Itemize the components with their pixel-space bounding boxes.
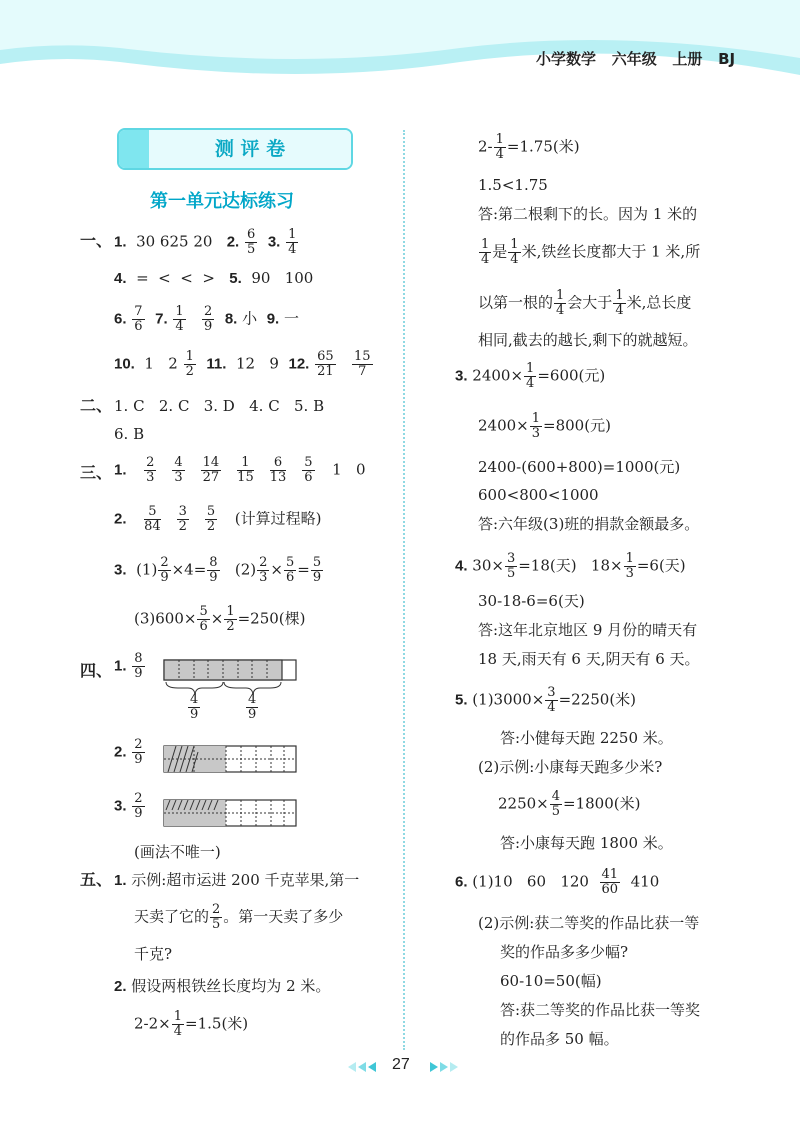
fraction: $\frac{2}{9}$: [134, 737, 143, 767]
q1-7-num: 7.: [155, 310, 168, 328]
r-q6-l3: 奖的作品多多少幅?: [500, 943, 629, 961]
r-q3-l4: 600<800<1000: [478, 486, 599, 504]
q3-1-tail: 1 0: [332, 460, 366, 479]
r-q5-l4a: 2250×: [498, 794, 549, 813]
s4-d3-label: [114, 792, 146, 821]
fraction: $\frac{6}{5}$: [247, 227, 256, 257]
fraction: $\frac{1}{2}$: [226, 604, 235, 634]
q5-1-num: 1.: [114, 872, 127, 889]
q3-3-p1a: (1): [136, 560, 158, 579]
q3-3-p3b: ×: [210, 609, 224, 628]
fraction: $\frac{3}{2}$: [178, 504, 187, 534]
q3-1-num: 1.: [114, 461, 127, 479]
brace1-fraction: 4 9: [190, 692, 199, 722]
fraction: $\frac{1}{4}$: [481, 237, 490, 267]
header-volume: 上册: [672, 50, 703, 68]
fraction: $\frac{1}{4}$: [526, 361, 535, 391]
r-q5-num: 5.: [455, 691, 468, 709]
fraction: $\frac{4}{5}$: [551, 789, 561, 819]
r-q4-l1a: 30×: [472, 556, 504, 575]
fraction: $\frac{8}{9}$: [209, 555, 218, 585]
fraction: $\frac{1}{3}$: [625, 551, 634, 581]
r-q5-l1: [455, 686, 636, 715]
q3-3-num: 3.: [114, 561, 127, 579]
fraction: $\frac{14}{27}$: [202, 455, 220, 485]
r-q6-l5: 答:获二等奖的作品比获一等奖: [500, 1001, 701, 1019]
fraction: $\frac{5}{84}$: [144, 504, 161, 534]
fraction: $\frac{1}{3}$: [531, 411, 541, 441]
page-arrows-left-icon: [346, 1060, 386, 1074]
q5-1-line2b: 。第一天卖了多少: [223, 907, 344, 926]
diagram-1: [160, 658, 300, 726]
fraction: $\frac{3}{5}$: [506, 551, 516, 581]
r-c5: [478, 289, 691, 318]
header-grade: 六年级: [611, 50, 657, 68]
r-q3-l2: [478, 412, 611, 441]
r-q3-l1b: =600(元): [537, 366, 606, 385]
fraction: $\frac{1}{2}$: [185, 349, 194, 379]
r-q3-l3: 2400-(600+800)=1000(元): [478, 458, 681, 476]
r-c3: 答:第二根剩下的长。因为 1 米的: [478, 205, 698, 223]
r-c4: [478, 238, 700, 267]
s2-row1: 1. C 2. C 3. D 4. C 5. B: [114, 397, 325, 415]
s3-row2: [114, 505, 321, 534]
q1-9-ans: 一: [284, 309, 300, 328]
r-q5-l2: 答:小健每天跑 2250 米。: [500, 729, 673, 747]
title-box: [117, 128, 353, 170]
r-q6-num: 6.: [455, 873, 468, 891]
s2-row2: 6. B: [114, 425, 145, 443]
s3-row1: [114, 456, 366, 485]
fraction: $\frac{3}{4}$: [547, 685, 556, 715]
fraction: $\frac{65}{21}$: [317, 349, 334, 379]
q1-1-ans: 30 625 20: [136, 232, 213, 251]
fraction: $\frac{1}{4}$: [556, 288, 565, 318]
s3-row4: [134, 605, 306, 634]
q1-3-num: 3.: [267, 233, 281, 251]
fraction: $\frac{2}{5}$: [212, 902, 221, 932]
s4-d1-label: [114, 652, 146, 681]
fraction: $\frac{2}{9}$: [160, 555, 169, 585]
r-q6-l1a: (1)10 60 120: [472, 872, 589, 891]
r-q3-l2a: 2400×: [478, 416, 529, 435]
fraction: $\frac{1}{4}$: [175, 304, 184, 334]
r-q4-l3: 答:这年北京地区 9 月份的晴天有: [478, 621, 698, 639]
fraction: $\frac{5}{6}$: [199, 604, 208, 634]
q5-1-line1: 示例:超市运进 200 千克苹果,第一: [131, 871, 360, 889]
q1-9-num: 9.: [266, 310, 280, 328]
fraction: $\frac{1}{4}$: [288, 227, 297, 257]
q4-1-num: 1.: [114, 657, 127, 675]
r-q4-l4: 18 天,雨天有 6 天,阴天有 6 天。: [478, 650, 700, 668]
r-q5-l1b: =2250(米): [558, 690, 637, 709]
r-q4-num: 4.: [455, 557, 468, 575]
r-q5-l4b: =1800(米): [563, 794, 641, 813]
q1-5-ans: 90 100: [251, 269, 314, 287]
title-box-accent: [119, 130, 149, 168]
r-q6-l1: [455, 868, 659, 897]
fraction: $\frac{41}{60}$: [601, 867, 619, 897]
s1-row1: [114, 228, 299, 257]
q1-11-num: 11.: [206, 355, 227, 373]
section-1-label: 一、: [80, 231, 113, 250]
r-c5b: 会大于: [567, 293, 613, 312]
column-divider: [403, 130, 405, 1050]
fraction: $\frac{7}{6}$: [134, 304, 143, 334]
fraction: $\frac{15}{7}$: [353, 349, 371, 379]
section-3-label: 三、: [80, 463, 113, 482]
section-2-label: 二、: [80, 396, 113, 415]
r-q4-l1b: =18(天) 18×: [518, 556, 623, 575]
q5-2-num: 2.: [114, 978, 127, 995]
q3-3-p2b: ×: [270, 560, 283, 579]
q5-1-line2a: 天卖了它的: [134, 907, 210, 926]
header-subject: 小学数学: [536, 50, 597, 68]
q1-12-num: 12.: [288, 355, 310, 373]
r-c1a: 2-: [478, 137, 493, 156]
fraction: $\frac{5}{6}$: [285, 555, 295, 585]
q1-4-ans: = < < >: [136, 269, 215, 287]
s1-row2: [114, 268, 313, 289]
r-q6-l4: 60-10=50(幅): [500, 972, 602, 990]
r-q4-l1c: =6(天): [636, 556, 686, 575]
r-q3-l1a: 2400×: [472, 366, 524, 385]
s4-d2-label: [114, 738, 146, 767]
page-arrows-right-icon: [428, 1060, 468, 1074]
r-q5-l1a: (1)3000×: [472, 690, 545, 709]
q3-3-p2c: =: [297, 560, 310, 579]
r-q3-l1: [455, 362, 605, 391]
diagram-3: [160, 798, 300, 828]
fraction: $\frac{5}{6}$: [304, 455, 313, 485]
header-wave: [0, 0, 800, 90]
s5-q1-l2: [134, 903, 343, 932]
s5-q1-l1: [114, 870, 359, 891]
r-q5-l4: [498, 790, 640, 819]
q5-2-line2a: 2-2×: [134, 1014, 171, 1033]
q1-10-ans: 1: [144, 354, 154, 373]
q1-1-num: 1.: [114, 233, 127, 251]
header-breadcrumb: [536, 48, 735, 69]
r-q3-l2b: =800(元): [543, 416, 611, 435]
title-box-text: 测 评 卷: [149, 130, 351, 168]
diagram-2: [160, 744, 300, 774]
fraction: $\frac{1}{4}$: [510, 237, 519, 267]
fraction: $\frac{1}{4}$: [495, 132, 504, 162]
q1-6-num: 6.: [114, 310, 127, 328]
s3-row2-fractions: [136, 504, 225, 534]
fraction: $\frac{2}{3}$: [259, 555, 268, 585]
s1-row4: [114, 350, 374, 379]
q3-3-p1b: ×4=: [171, 560, 207, 579]
section-5-label: 五、: [80, 870, 113, 889]
s3-row3: [114, 556, 324, 585]
q1-8-num: 8.: [224, 310, 238, 328]
q1-10-num: 10.: [114, 355, 135, 373]
s1-row3: [114, 305, 299, 334]
fraction: $\frac{2}{3}$: [146, 455, 155, 485]
q1-8-ans: 小: [242, 309, 258, 328]
unit-title: 第一单元达标练习: [150, 191, 294, 212]
fraction: $\frac{5}{9}$: [312, 555, 322, 585]
r-q5-l3: (2)示例:小康每天跑多少米?: [478, 758, 663, 776]
r-c1: [478, 133, 580, 162]
s5-q1-l3: 千克?: [134, 945, 173, 963]
r-q5-l5: 答:小康每天跑 1800 米。: [500, 834, 673, 852]
q1-4-num: 4.: [114, 270, 127, 287]
q3-3-p3c: =250(棵): [237, 609, 306, 628]
r-q3-l5: 答:六年级(3)班的捐款金额最多。: [478, 515, 700, 533]
q3-3-p3a: (3)600×: [134, 609, 197, 628]
fraction: $\frac{2}{9}$: [204, 304, 213, 334]
r-c5a: 以第一根的: [478, 293, 554, 312]
brace2-fraction: 4 9: [248, 692, 257, 722]
r-c1b: =1.75(米): [506, 137, 580, 156]
q3-3-p2a: (2): [234, 560, 257, 579]
r-q6-l6: 的作品多 50 幅。: [500, 1030, 619, 1048]
q4-3-num: 3.: [114, 797, 127, 815]
r-c6: 相同,截去的越长,剩下的就越短。: [478, 331, 698, 349]
q1-2-num: 2.: [226, 233, 240, 251]
r-q6-l2: (2)示例:获二等奖的作品比获一等: [478, 914, 700, 932]
q5-2-line2b: =1.5(米): [185, 1014, 249, 1033]
q3-2-note: (计算过程略): [234, 509, 322, 528]
fraction: $\frac{8}{9}$: [134, 651, 143, 681]
header-edition: BJ: [718, 50, 736, 68]
r-c4b: 是: [492, 242, 508, 261]
q1-11-ans: 12 9: [236, 354, 279, 373]
s4-note: (画法不唯一): [134, 843, 221, 861]
fraction: $\frac{1}{15}$: [237, 455, 254, 485]
s3-row1-fractions: [136, 455, 322, 485]
section-4-label: 四、: [80, 661, 113, 680]
q5-2-line1: 假设两根铁丝长度均为 2 米。: [131, 977, 331, 995]
r-q4-l2: 30-18-6=6(天): [478, 592, 585, 610]
fraction: $\frac{1}{4}$: [615, 288, 624, 318]
r-q4-l1: [455, 552, 686, 581]
fraction: $\frac{6}{13}$: [269, 455, 287, 485]
r-c5c: 米,总长度: [626, 293, 692, 312]
r-q6-l1b: 410: [630, 872, 660, 891]
s5-q2-l2: [134, 1010, 248, 1039]
fraction: $\frac{2}{9}$: [134, 791, 143, 821]
r-c4c: 米,铁丝长度都大于 1 米,所: [521, 242, 701, 261]
q1-10-ans2: 2: [168, 354, 178, 373]
q3-2-num: 2.: [114, 510, 127, 528]
fraction: $\frac{5}{2}$: [206, 504, 216, 534]
page-number: 27: [392, 1056, 410, 1073]
s5-q2-l1: [114, 976, 330, 997]
q1-5-num: 5.: [229, 270, 242, 287]
fraction: $\frac{1}{4}$: [173, 1009, 183, 1039]
r-c2: 1.5<1.75: [478, 176, 548, 194]
r-q3-num: 3.: [455, 367, 468, 385]
q4-2-num: 2.: [114, 743, 127, 761]
fraction: $\frac{4}{3}$: [174, 455, 183, 485]
